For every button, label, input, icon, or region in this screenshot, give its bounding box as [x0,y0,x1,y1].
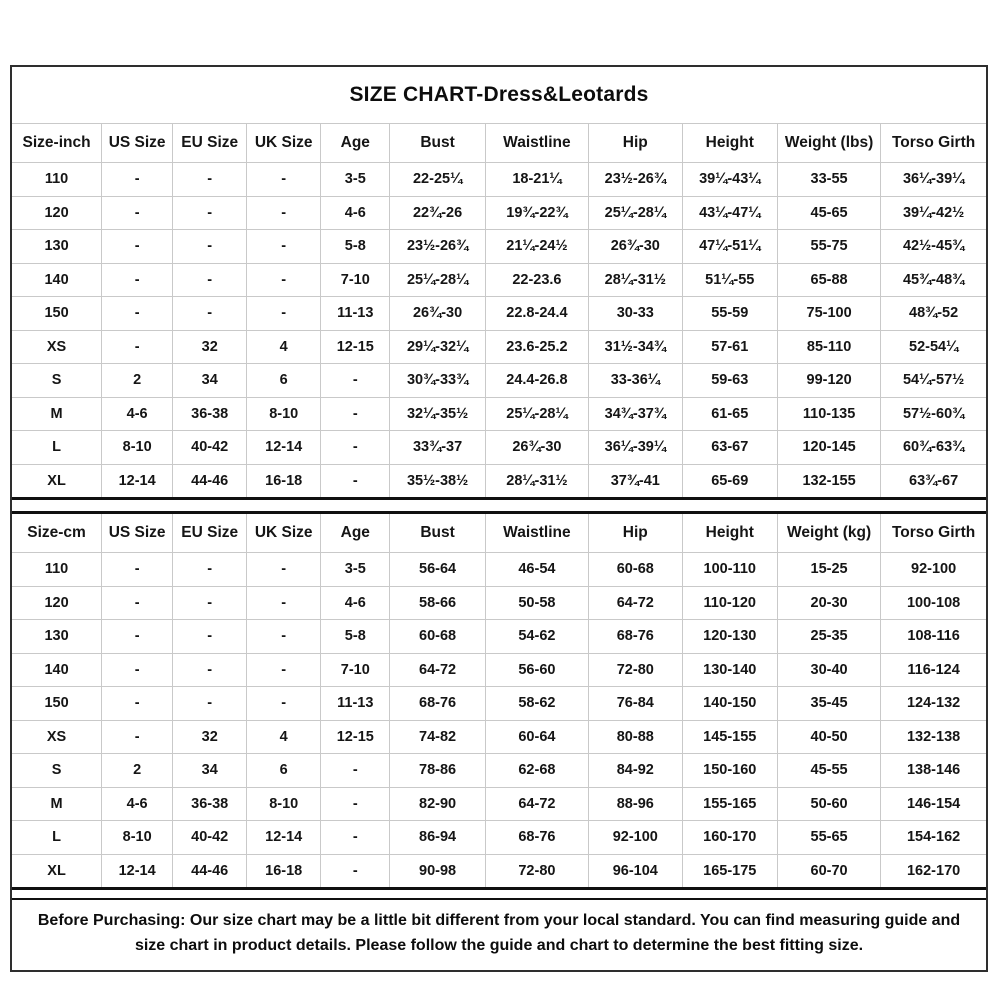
table-cell: 39¼-43¼ [682,163,777,197]
table-cell: 2 [102,364,173,398]
column-header: Hip [589,513,683,553]
size-table-inch [12,124,986,500]
table-cell: 162-170 [881,854,986,889]
table-cell: 55-65 [777,821,880,855]
column-header: Height [682,124,777,163]
table-cell: 29¼-32¼ [390,330,485,364]
table-cell: 16-18 [247,464,321,499]
table-cell: L [12,821,102,855]
table-cell: 33-36¼ [589,364,683,398]
table-cell: 21¼-24½ [485,230,588,264]
table-cell: 72-80 [485,854,588,889]
table-cell: - [247,196,321,230]
table-cell: 35-45 [777,687,880,721]
table-cell: 45-55 [777,754,880,788]
table-cell: 80-88 [589,720,683,754]
table-cell: 30-40 [777,653,880,687]
table-row [12,364,986,398]
title-bar [12,67,986,124]
table-cell: 110 [12,553,102,587]
table-cell: 36¼-39¼ [589,431,683,465]
table-cell: 26¾-30 [589,230,683,264]
column-header: Bust [390,124,485,163]
table-cell: 146-154 [881,787,986,821]
table-cell: 140 [12,263,102,297]
table-cell: 90-98 [390,854,485,889]
table-cell: - [102,163,173,197]
table-cell: 25¼-28¼ [485,397,588,431]
table-row [12,163,986,197]
table-cell: 35½-38½ [390,464,485,499]
column-header: US Size [102,124,173,163]
size-chart-sheet [10,65,988,972]
table-cell: 44-46 [173,854,247,889]
table-cell: 5-8 [321,230,390,264]
table-cell: 46-54 [485,553,588,587]
table-cell: 8-10 [102,431,173,465]
table-cell: 68-76 [485,821,588,855]
table-cell: 26¾-30 [390,297,485,331]
table-cell: 33¾-37 [390,431,485,465]
table-row [12,687,986,721]
table-cell: XL [12,854,102,889]
table-cell: 84-92 [589,754,683,788]
table-cell: 154-162 [881,821,986,855]
table-cell: 4-6 [102,397,173,431]
table-cell: 72-80 [589,653,683,687]
table-cell: - [321,787,390,821]
table-cell: - [173,163,247,197]
table-cell: - [321,431,390,465]
column-header: Age [321,124,390,163]
table-cell: - [173,653,247,687]
table-cell: 64-72 [390,653,485,687]
table-cell: 22-25¼ [390,163,485,197]
table-cell: 45-65 [777,196,880,230]
table-cell: 12-15 [321,720,390,754]
table-cell: 116-124 [881,653,986,687]
table-cell: 4 [247,720,321,754]
table-cell: L [12,431,102,465]
table-cell: 45¾-48¾ [881,263,986,297]
table-cell: 60-68 [390,620,485,654]
table-cell: 54-62 [485,620,588,654]
table-cell: 96-104 [589,854,683,889]
table-cell: 63-67 [682,431,777,465]
size-table-cm [12,511,986,890]
table-cell: 160-170 [682,821,777,855]
table-cell: - [173,263,247,297]
table-cell: 120 [12,196,102,230]
table-cell: - [102,230,173,264]
table-cell: 50-58 [485,586,588,620]
table-cell: 23½-26¾ [390,230,485,264]
column-header: Bust [390,513,485,553]
table-cell: XS [12,330,102,364]
table-cell: 58-66 [390,586,485,620]
table-cell: 22¾-26 [390,196,485,230]
table-cell: 50-60 [777,787,880,821]
table-cell: 12-14 [247,431,321,465]
table-cell: 40-42 [173,431,247,465]
table-cell: 34¾-37¾ [589,397,683,431]
table-cell: - [102,720,173,754]
table-cell: 51¼-55 [682,263,777,297]
column-header: Hip [589,124,683,163]
table-cell: 110-120 [682,586,777,620]
table-cell: 155-165 [682,787,777,821]
table-cell: 19¾-22¾ [485,196,588,230]
table-cell: 85-110 [777,330,880,364]
table-cell: 88-96 [589,787,683,821]
table-cell: - [321,854,390,889]
table-cell: 3-5 [321,163,390,197]
table-cell: - [247,586,321,620]
table-cell: 26¾-30 [485,431,588,465]
column-header: Size-inch [12,124,102,163]
table-cell: - [321,364,390,398]
table-cell: - [321,464,390,499]
table-cell: 8-10 [102,821,173,855]
table-row [12,397,986,431]
table-cell: - [102,297,173,331]
table-cell: 120 [12,586,102,620]
table-cell: - [247,687,321,721]
column-header: UK Size [247,124,321,163]
table-cell: - [173,586,247,620]
table-divider [12,500,986,511]
table-cell: 120-145 [777,431,880,465]
table-cell: 34 [173,364,247,398]
table-cell: XL [12,464,102,499]
table-cell: 6 [247,364,321,398]
table-cell: 31½-34¾ [589,330,683,364]
table-row [12,754,986,788]
table-cell: 22-23.6 [485,263,588,297]
table-cell: 7-10 [321,263,390,297]
table-cell: 4-6 [321,586,390,620]
table-cell: 36-38 [173,787,247,821]
table-cell: - [102,586,173,620]
table-cell: 24.4-26.8 [485,364,588,398]
table-row [12,230,986,264]
table-cell: 100-110 [682,553,777,587]
table-row [12,620,986,654]
table-cell: 28¼-31½ [485,464,588,499]
table-cell: - [102,653,173,687]
table-cell: 145-155 [682,720,777,754]
table-cell: 37¾-41 [589,464,683,499]
column-header: Waistline [485,513,588,553]
table-cell: 62-68 [485,754,588,788]
table-row [12,297,986,331]
table-cell: 60-68 [589,553,683,587]
table-cell: 58-62 [485,687,588,721]
table-cell: 140-150 [682,687,777,721]
table-cell: S [12,754,102,788]
table-row [12,330,986,364]
table-cell: 124-132 [881,687,986,721]
table-row [12,821,986,855]
table-cell: 65-69 [682,464,777,499]
table-cell: - [173,553,247,587]
table-cell: 108-116 [881,620,986,654]
table-cell: 130 [12,230,102,264]
table-cell: 11-13 [321,297,390,331]
table-cell: 36¼-39¼ [881,163,986,197]
table-cell: 130-140 [682,653,777,687]
table-cell: 34 [173,754,247,788]
header-row [12,513,986,553]
table-cell: 55-59 [682,297,777,331]
table-cell: - [247,230,321,264]
table-row [12,653,986,687]
table-cell: - [102,330,173,364]
table-cell: 18-21¼ [485,163,588,197]
table-cell: 23½-26¾ [589,163,683,197]
column-header: Age [321,513,390,553]
table-cell: 39¼-42½ [881,196,986,230]
table-cell: - [173,230,247,264]
table-cell: 6 [247,754,321,788]
table-cell: - [247,163,321,197]
table-cell: 7-10 [321,653,390,687]
table-cell: 43¼-47¼ [682,196,777,230]
column-header: Size-cm [12,513,102,553]
table-cell: XS [12,720,102,754]
table-cell: 64-72 [485,787,588,821]
table-cell: 138-146 [881,754,986,788]
table-cell: 12-14 [247,821,321,855]
table-cell: 52-54¼ [881,330,986,364]
table-cell: 92-100 [881,553,986,587]
table-cell: - [321,821,390,855]
header-row [12,124,986,163]
table-cell: 65-88 [777,263,880,297]
table-row [12,431,986,465]
table-cell: 100-108 [881,586,986,620]
table-row [12,720,986,754]
table-cell: 4-6 [102,787,173,821]
table-cell: 3-5 [321,553,390,587]
table-cell: 32¼-35½ [390,397,485,431]
column-header: Waistline [485,124,588,163]
column-header: Torso Girth [881,513,986,553]
table-cell: - [102,620,173,654]
table-cell: 8-10 [247,787,321,821]
table-row [12,196,986,230]
table-cell: 140 [12,653,102,687]
table-cell: 32 [173,720,247,754]
table-cell: 12-14 [102,854,173,889]
table-cell: - [173,297,247,331]
table-row [12,586,986,620]
table-cell: 82-90 [390,787,485,821]
table-cell: 68-76 [390,687,485,721]
table-cell: 55-75 [777,230,880,264]
table-cell: 40-42 [173,821,247,855]
table-row [12,263,986,297]
table-cell: 12-14 [102,464,173,499]
table-cell: 2 [102,754,173,788]
table-cell: - [102,196,173,230]
table-cell: - [247,620,321,654]
table-cell: - [173,620,247,654]
table-cell: 165-175 [682,854,777,889]
table-cell: - [321,397,390,431]
table-cell: 48¾-52 [881,297,986,331]
table-cell: - [102,263,173,297]
table-cell: 110 [12,163,102,197]
table-row [12,553,986,587]
table-cell: - [247,653,321,687]
table-cell: 99-120 [777,364,880,398]
table-cell: 32 [173,330,247,364]
table-cell: 76-84 [589,687,683,721]
column-header: UK Size [247,513,321,553]
table-cell: 5-8 [321,620,390,654]
table-cell: 20-30 [777,586,880,620]
table-cell: 132-155 [777,464,880,499]
table-cell: 11-13 [321,687,390,721]
table-cell: 86-94 [390,821,485,855]
table-cell: - [247,263,321,297]
table-cell: 110-135 [777,397,880,431]
table-cell: 22.8-24.4 [485,297,588,331]
table-cell: 132-138 [881,720,986,754]
table-cell: 36-38 [173,397,247,431]
table-cell: 120-130 [682,620,777,654]
table-cell: 23.6-25.2 [485,330,588,364]
table-row [12,787,986,821]
table-cell: 28¼-31½ [589,263,683,297]
table-cell: 57½-60¾ [881,397,986,431]
table-cell: 47¼-51¼ [682,230,777,264]
table-cell: 16-18 [247,854,321,889]
table-cell: - [173,196,247,230]
table-cell: M [12,787,102,821]
column-header: US Size [102,513,173,553]
table-cell: - [321,754,390,788]
table-cell: 59-63 [682,364,777,398]
column-header: Torso Girth [881,124,986,163]
page-title: SIZE CHART-Dress&Leotards [349,83,649,106]
table-cell: 78-86 [390,754,485,788]
table-cell: S [12,364,102,398]
column-header: EU Size [173,513,247,553]
column-header: Height [682,513,777,553]
purchase-note-text: Before Purchasing: Our size chart may be a little bit different from your local standard. You can find measuring guide and size chart in product details. Please follow the guide and chart to determine the best fitting size. [37,912,961,954]
table-cell: 74-82 [390,720,485,754]
column-header: Weight (kg) [777,513,880,553]
table-cell: 60-64 [485,720,588,754]
table-cell: 150 [12,687,102,721]
table-cell: 4-6 [321,196,390,230]
table-cell: - [247,553,321,587]
column-header: EU Size [173,124,247,163]
table-cell: 92-100 [589,821,683,855]
table-cell: 33-55 [777,163,880,197]
table-row [12,854,986,889]
table-cell: - [173,687,247,721]
table-cell: 25¼-28¼ [589,196,683,230]
table-cell: 30-33 [589,297,683,331]
table-cell: 75-100 [777,297,880,331]
table-row [12,464,986,499]
table-cell: 56-64 [390,553,485,587]
table-cell: 42½-45¾ [881,230,986,264]
table-cell: 130 [12,620,102,654]
table-cell: 57-61 [682,330,777,364]
table-cell: 4 [247,330,321,364]
table-cell: 60-70 [777,854,880,889]
table-cell: 8-10 [247,397,321,431]
table-cell: 150 [12,297,102,331]
table-cell: 25¼-28¼ [390,263,485,297]
table-cell: 12-15 [321,330,390,364]
column-header: Weight (lbs) [777,124,880,163]
table-cell: M [12,397,102,431]
table-cell: 54¼-57½ [881,364,986,398]
table-cell: 40-50 [777,720,880,754]
table-cell: - [102,553,173,587]
table-cell: 64-72 [589,586,683,620]
table-cell: 44-46 [173,464,247,499]
table-cell: 56-60 [485,653,588,687]
table-cell: 63¾-67 [881,464,986,499]
table-cell: 25-35 [777,620,880,654]
table-cell: - [102,687,173,721]
table-cell: - [247,297,321,331]
table-cell: 61-65 [682,397,777,431]
table-cell: 68-76 [589,620,683,654]
table-cell: 60¾-63¾ [881,431,986,465]
table-cell: 15-25 [777,553,880,587]
table-cell: 30¾-33¾ [390,364,485,398]
purchase-note-box [12,898,986,970]
table-cell: 150-160 [682,754,777,788]
